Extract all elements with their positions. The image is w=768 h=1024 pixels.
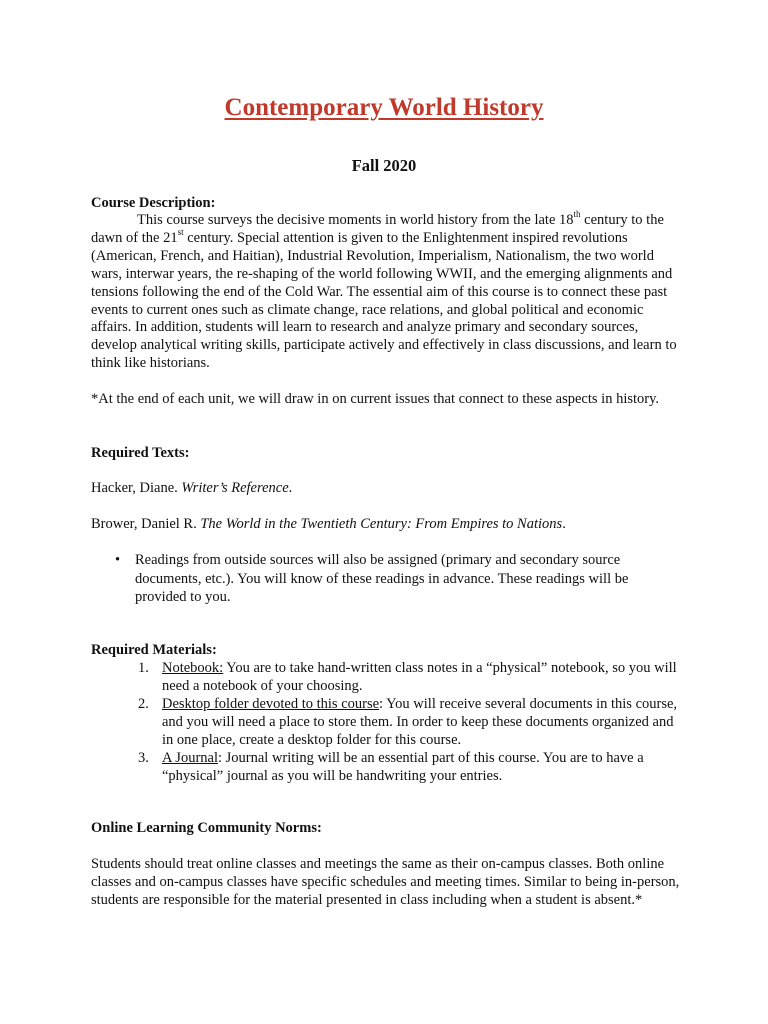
readings-bullet-list <box>91 551 683 607</box>
list-item: • Readings from outside sources will also be assigned (primary and secondary source documents, etc.). You will know of these readings in advance. These readings will be provided to you. <box>115 552 629 605</box>
list-item: 1. Notebook: You are to take hand-written class notes in a “physical” notebook, so you will need a notebook of your choosing. <box>138 660 677 694</box>
list-item: 3. A Journal: Journal writing will be an essential part of this course. You are to have a “physical” journal as you will be handwriting your entries. <box>138 750 644 784</box>
materials-list <box>91 659 683 785</box>
required-texts-heading: Required Texts: <box>91 445 190 461</box>
list-item: 2. Desktop folder devoted to this course: You will receive several documents in this course, and you will need a place to store them. In order to keep these documents organized and in one place, create a desktop folder for this course. <box>138 696 678 748</box>
text-citation-hacker: Hacker, Diane. Writer’s Reference. <box>91 480 293 496</box>
unit-note: *At the end of each unit, we will draw in on current issues that connect to these aspects in history. <box>91 391 660 407</box>
document-title: Contemporary World History <box>224 94 544 121</box>
bullet-icon: • <box>115 552 121 568</box>
term-label: Fall 2020 <box>351 156 417 175</box>
required-materials-heading: Required Materials: <box>91 642 217 658</box>
norms-heading: Online Learning Community Norms: <box>91 820 322 836</box>
norms-paragraph: Students should treat online classes and meetings the same as their on-campus classes. Both online classes and on-campus classes have specific schedules and meeting times. Similar to being in-person, students are responsible for the material presented in class including when a student is absent.* <box>91 856 680 908</box>
course-description-heading: Course Description: <box>91 195 216 211</box>
text-citation-brower: Brower, Daniel R. The World in the Twentieth Century: From Empires to Nations. <box>91 516 566 532</box>
course-description-paragraph: This course surveys the decisive moments in world history from the late 18th century to the dawn of the 21st century. Special attention is given to the Enlightenment inspired revolutions (American, French, and Haitian), Industrial Revolution, Imperialism, Nationalism, the two world wars, interwar years, the re-shaping of the world following WWII, and the emerging alignments and tensions following the end of the Cold War. The essential aim of this course is to connect these past events to current ones such as climate change, race relations, and global political and economic affairs. In addition, students will learn to research and analyze primary and secondary sources, develop analytical writing skills, participate actively and effectively in class discussions, and learn to think like historians. <box>91 209 677 372</box>
